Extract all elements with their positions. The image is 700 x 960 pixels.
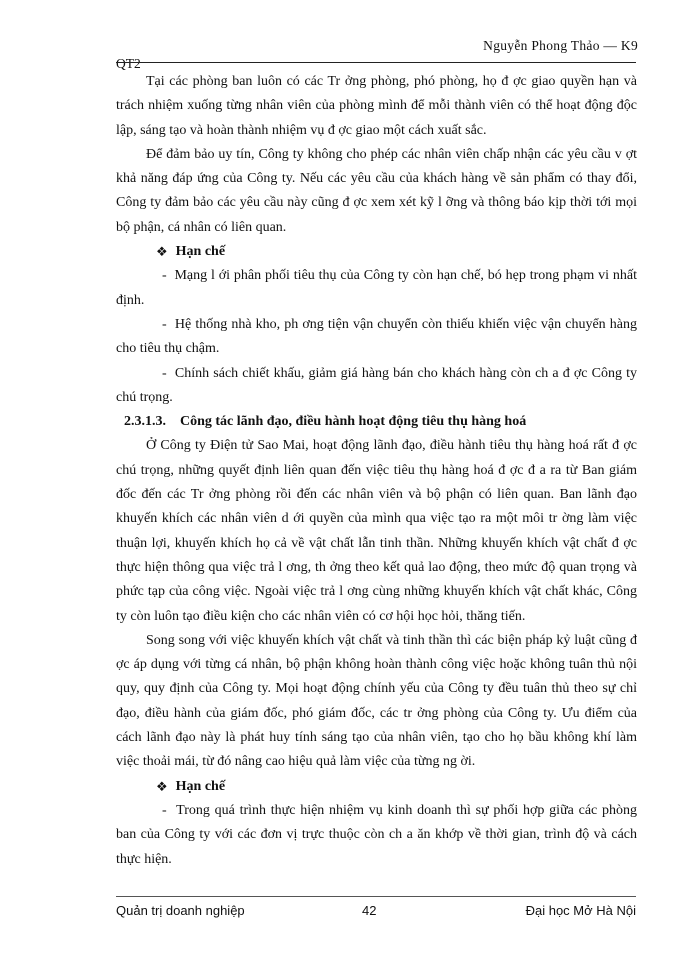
header-divider	[116, 62, 636, 63]
section-number: 2.3.1.3.	[124, 414, 166, 430]
header-class: QT2	[116, 56, 141, 71]
dash-marker: -	[162, 316, 175, 332]
paragraph-leadership: Ở Công ty Điện tử Sao Mai, hoạt động lãnh đạo, điều hành tiêu thụ hàng hoá rất đ ợc chú trọng, những quyết định liên quan đến việc tiêu thụ hàng hoá đ ợc đ a ra từ Ban giám đốc đến các Tr ởng phòng rồi đến các nhân viên và bộ phận có liên quan. Ban lãnh đạo khuyến khích các nhân viên d ới quyền của mình qua việc tạo ra một môi tr ờng làm việc thuận lợi, khuyến khích họ cả về vật chất lẫn tinh thần. Những khuyến khích vật chất đ ợc thực hiện thông qua việc trả l ơng, th ởng theo kết quả lao động, theo mức độ quan trọng và phức tạp của công việc. Ngoài việc trả l ơng cùng những khuyến khích vật chất khác, Công ty còn luôn tạo điều kiện cho các nhân viên có cơ hội học hỏi, thăng tiến.	[116, 438, 637, 624]
limitations-heading-1	[116, 240, 637, 264]
dash-marker: -	[162, 802, 177, 818]
list-item-text: Chính sách chiết khấu, giảm giá hàng bán cho khách hàng còn ch a đ ợc Công ty chú trọng.	[116, 365, 637, 405]
diamond-bullet-icon: ❖	[156, 244, 168, 260]
list-item-text: Trong quá trình thực hiện nhiệm vụ kinh doanh thì sự phối hợp giữa các phòng ban của Công ty với các đơn vị trực thuộc còn ch a ăn khớp về thời gian, trình độ và cách thực hiện.	[116, 802, 637, 867]
dash-marker: -	[162, 365, 175, 381]
paragraph-discipline: Song song với việc khuyến khích vật chất và tinh thần thì các biện pháp kỷ luật cũng đ ợc áp dụng với từng cá nhân, bộ phận không hoàn thành công việc hoặc không tuân thủ nội quy, quy định của Công ty. Mọi hoạt động chính yếu của Công ty đều tuân thủ theo sự chỉ đạo, điều hành của giám đốc, phó giám đốc, các tr ởng phòng của Công ty. Ưu điểm của cách lãnh đạo này là phát huy tính sáng tạo của nhân viên, tạo cho họ bầu không khí làm việc thoải mái, từ đó nâng cao hiệu quả làm việc của từng ng ời.	[116, 632, 637, 770]
list-item-coordination	[116, 799, 637, 872]
list-item-text: Mạng l ới phân phối tiêu thụ của Công ty còn hạn chế, bó hẹp trong phạm vi nhất định.	[116, 268, 637, 308]
paragraph-reputation: Để đảm bảo uy tín, Công ty không cho phép các nhân viên chấp nhận các yêu cầu v ợt khả năng đáp ứng của Công ty. Nếu các yêu cầu của khách hàng về sản phẩm có thay đổi, Công ty đảm bảo các yêu cầu này cũng đ ợc xem xét kỹ l ỡng và thông báo kịp thời tới mọi bộ phận, cá nhân có liên quan.	[116, 146, 637, 235]
list-item-text: Hệ thống nhà kho, ph ơng tiện vận chuyển còn thiếu khiến việc vận chuyển hàng cho tiêu thụ chậm.	[116, 316, 637, 357]
footer-department: Quản trị doanh nghiệp	[116, 903, 245, 918]
limitations-heading-1-text: Hạn chế	[175, 244, 226, 260]
section-heading	[116, 410, 637, 434]
limitations-heading-2-text: Hạn chế	[175, 778, 226, 794]
paragraph-departments: Tại các phòng ban luôn có các Tr ởng phòng, phó phòng, họ đ ợc giao quyền hạn và trách nhiệm xuống từng nhân viên của phòng mình để mỗi thành viên có thể hoạt động độc lập, sáng tạo và hoàn thành nhiệm vụ đ ợc giao một cách xuất sắc.	[116, 74, 637, 138]
header-author: Nguyễn Phong Thảo — K9	[483, 38, 638, 53]
diamond-bullet-icon: ❖	[156, 778, 168, 794]
limitations-heading-2	[116, 775, 637, 799]
section-title: Công tác lãnh đạo, điều hành hoạt động tiêu thụ hàng hoá	[180, 414, 527, 430]
dash-marker: -	[162, 268, 175, 284]
page-body	[116, 70, 637, 872]
footer-university: Đại học Mở Hà Nội	[525, 903, 636, 918]
list-item-distribution	[116, 264, 637, 313]
list-item-discount	[116, 362, 637, 411]
page-number: 42	[362, 903, 377, 918]
list-item-warehouse	[116, 313, 637, 362]
footer-divider	[116, 896, 636, 897]
